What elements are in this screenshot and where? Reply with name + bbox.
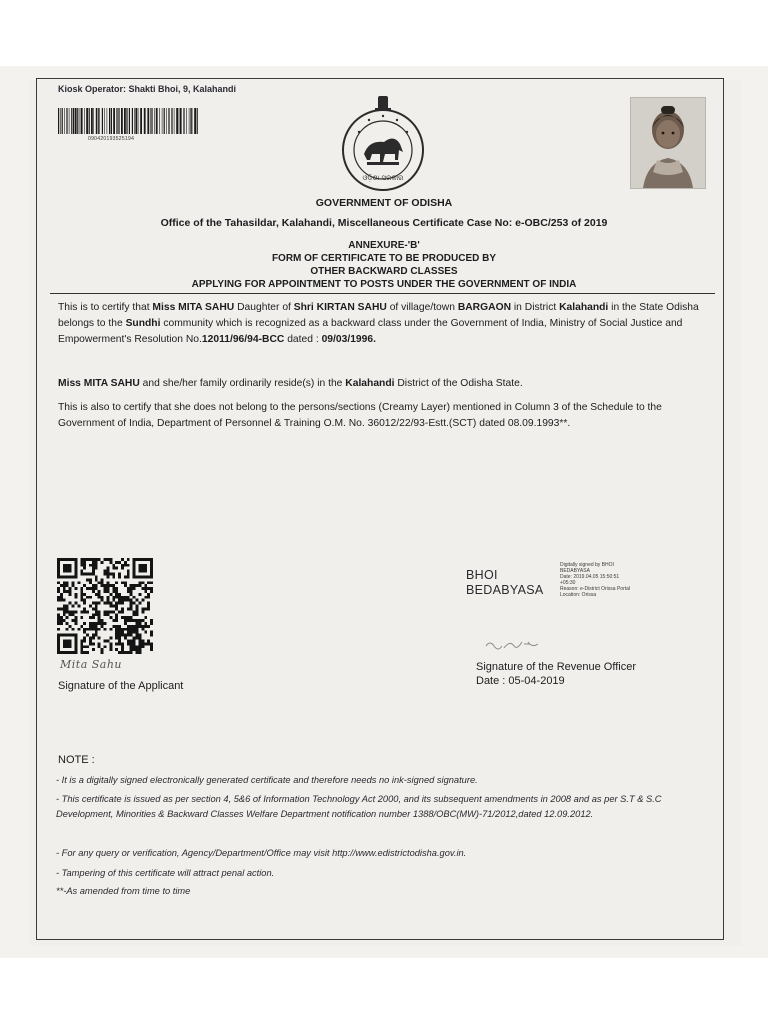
applicant-handwritten-signature: Mita Sahu xyxy=(60,658,123,671)
note-item: - Tampering of this certificate will attract penal action. xyxy=(56,868,275,878)
community-name: Sundhi xyxy=(125,318,161,329)
title-divider xyxy=(50,293,715,294)
digital-signature-line: Date: 2019.04.05 15:50:51 xyxy=(560,574,620,580)
applicant-photo xyxy=(630,97,706,189)
applicant-signature-label: Signature of the Applicant xyxy=(58,680,184,692)
handwritten-initials xyxy=(484,636,540,654)
revenue-officer-block xyxy=(476,660,636,688)
creamy-layer-paragraph: This is also to certify that she does not belong to the persons/sections (Creamy Layer) mentioned in Column 3 of the Schedule to the Government of India, Department of Personnel & Training O.M. No. 36012/22/93-Estt.(SCT) dated 08.09.1993**. xyxy=(58,402,662,429)
barcode-number: 090420193525194 xyxy=(88,136,135,142)
bottom-margin xyxy=(0,958,768,1024)
note-item: - It is a digitally signed electronically generated certificate and therefore needs no ink-signed signature. xyxy=(56,775,478,785)
form-title-line3: APPLYING FOR APPOINTMENT TO POSTS UNDER THE GOVERNMENT OF INDIA xyxy=(191,279,577,290)
digital-signature-line: Reason: e-District Orissa Portal xyxy=(560,586,631,592)
odisha-emblem-icon xyxy=(331,92,435,196)
annexure-label: ANNEXURE-'B' xyxy=(348,240,420,251)
form-title-line2: OTHER BACKWARD CLASSES xyxy=(310,266,458,277)
residence-paragraph: Miss MITA SAHU and she/her family ordinarily reside(s) in the Kalahandi District of the Odisha State. xyxy=(58,378,523,389)
form-title-line1: FORM OF CERTIFICATE TO BE PRODUCED BY xyxy=(271,253,497,264)
digital-signature-line: Location: Orissa xyxy=(560,592,597,598)
signer-name: BHOI BEDABYASA xyxy=(466,568,544,597)
note-heading: NOTE : xyxy=(58,754,95,766)
barcode xyxy=(58,108,200,134)
digital-signature-line: Digitally signed by BHOI xyxy=(560,562,614,568)
emblem-script: ଓଡ଼ିଶା ସରକାର xyxy=(362,174,404,182)
father-name: Shri KIRTAN SAHU xyxy=(293,302,387,313)
digital-signature-line: +05:30 xyxy=(560,580,576,586)
note-item: **-As amended from time to time xyxy=(56,886,191,896)
revenue-officer-label: Signature of the Revenue Officer xyxy=(476,661,637,673)
resolution-number: 12011/96/94-BCC xyxy=(201,334,285,345)
office-line: Office of the Tahasildar, Kalahandi, Miscellaneous Certificate Case No: e-OBC/253 of 2019 xyxy=(160,217,608,229)
village-name: BARGAON xyxy=(457,302,512,313)
certification-paragraph: This is to certify that Miss MITA SAHU Daughter of Shri KIRTAN SAHU of village/town BARGAON in District Kalahandi in the State Odisha belongs to the Sundhi community which is recognized as a backward class under the Government of India, Ministry of Social Justice and Empowerment's Resolution No.12011/96/94-BCC dated : 09/03/1996. xyxy=(58,302,699,345)
district-name: Kalahandi xyxy=(559,302,609,313)
note-item: - For any query or verification, Agency/Department/Office may visit http://www.edistrictodisha.gov.in. xyxy=(56,848,467,858)
government-title: GOVERNMENT OF ODISHA xyxy=(315,197,453,209)
digital-signature-line: BEDABYASA xyxy=(560,568,590,574)
qr-code xyxy=(56,558,154,654)
issue-date: Date : 05-04-2019 xyxy=(476,675,565,687)
applicant-name: Miss MITA SAHU xyxy=(152,302,235,313)
top-margin xyxy=(0,0,768,66)
resolution-date: 09/03/1996. xyxy=(321,334,376,345)
kiosk-operator: Kiosk Operator: Shakti Bhoi, 9, Kalahandi xyxy=(58,84,237,94)
person-photo-icon xyxy=(631,98,705,188)
note-item: - This certificate is issued as per section 4, 5&6 of Information Technology Act 2000, and its subsequent amendments in 2008 and as per S.T & S.C Development, Minorities & Backward Classes Welfare Department notification number 1388/OBC(MW)-71/2012,dated 12.09.2012. xyxy=(56,794,662,819)
digital-signature-details xyxy=(560,562,670,598)
